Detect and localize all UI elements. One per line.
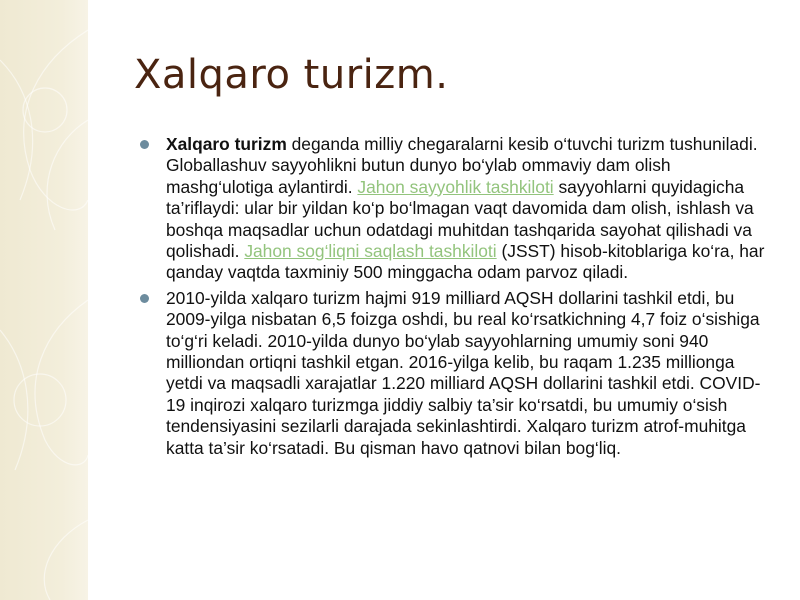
slide-body bbox=[140, 134, 775, 463]
bullet-text: (JSST) hisob-kitoblariga ko‘ra, har qanday vaqtda taxminiy 500 minggacha odam parvoz qiladi. bbox=[166, 241, 765, 283]
bullet-item-statistics bbox=[140, 288, 775, 459]
decorative-side-band bbox=[0, 0, 88, 600]
bullet-item-definition bbox=[140, 134, 775, 284]
slide-title: Xalqaro turizm. bbox=[134, 52, 449, 98]
bullet-text: deganda milliy chegaralarni kesib o‘tuvchi turizm tushuniladi. Globallashuv sayyohlikni butun dunyo bo‘ylab ommaviy dam olish mashg‘ulotiga aylantirdi. bbox=[166, 134, 758, 197]
link-world-health-org[interactable]: Jahon sog‘liqni saqlash tashkiloti bbox=[244, 241, 497, 262]
bullet-text: sayyohlarni quyidagicha ta’riflaydi: ular bir yildan ko‘p bo‘lmagan vaqt davomida dam olish, ishlash va boshqa maqsadlar uchun odatdagi muhitdan tashqarida sayohat qilishadi va qolishadi. bbox=[166, 176, 754, 262]
bullet-point-icon bbox=[140, 294, 149, 303]
bold-term: Xalqaro turizm bbox=[166, 134, 287, 154]
decorative-swirl-pattern bbox=[0, 0, 88, 600]
bullet-text: 2010-yilda xalqaro turizm hajmi 919 milliard AQSH dollarini tashkil etdi, bu 2009-yilga nisbatan 6,5 foizga oshdi, bu real ko‘rsatkichning 4,7 foiz o‘sishiga to‘g‘ri keladi. 2010-yilda dunyo bo‘ylab sayyohlarning umumiy soni 940 milliondan ortiqni tashkil etgan. 2016-yilga kelib, bu raqam 1.235 millionga yetdi va maqsadli xarajatlar 1.220 milliard AQSH dollarini tashkil etdi. COVID-19 inqirozi xalqaro turizmga jiddiy salbiy ta’sir ko‘rsatdi, bu umumiy o‘sish tendensiyasini sezilarli darajada sekinlashtirdi. Xalqaro turizm atrof-muhitga katta ta’sir ko‘rsatadi. Bu qisman havo qatnovi bilan bog‘liq. bbox=[166, 287, 761, 458]
bullet-point-icon bbox=[140, 140, 149, 149]
link-world-tourism-org[interactable]: Jahon sayyohlik tashkiloti bbox=[357, 176, 554, 197]
